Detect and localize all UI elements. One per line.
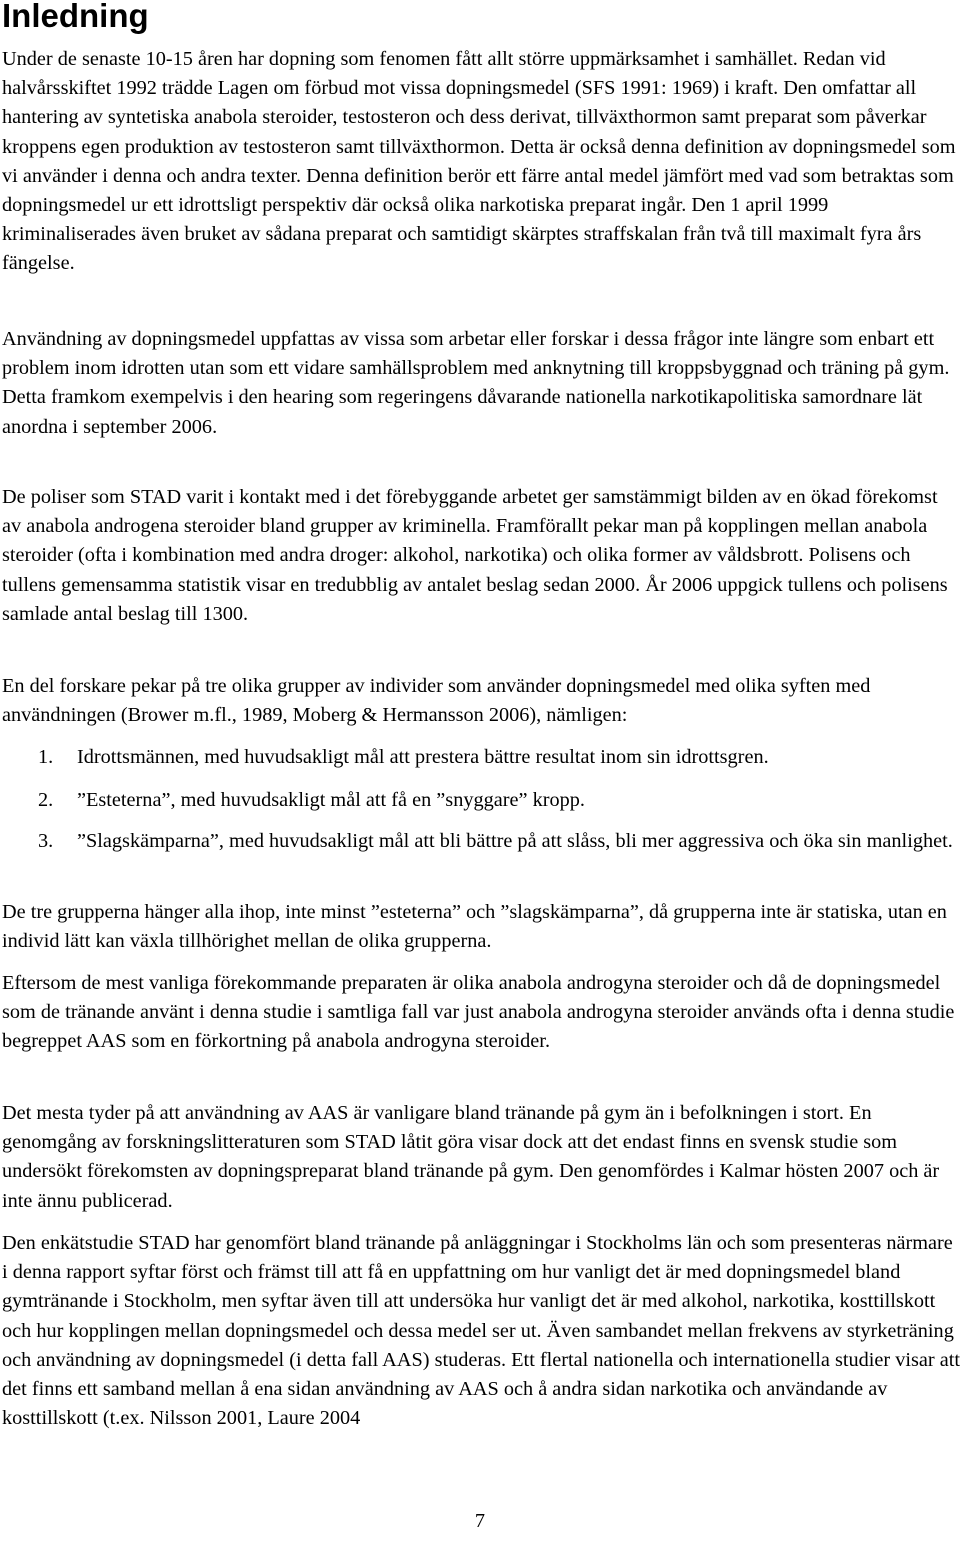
paragraph-police: De poliser som STAD varit i kontakt med i det förebyggande arbetet ger samstämmigt bilden av en ökad förekomst av anabola androgena steroider bland grupper av kriminella. Framförallt pekar man på kopplingen mellan anabola steroider (ofta i kombination med andra droger: alkohol, narkotika) och olika former av våldsbrott. Polisens och tullens gemensamma statistik visar en tredubblig av antalet beslag sedan 2000. År 2006 uppgick tullens och polisens samlade antal beslag till 1300.: [2, 486, 948, 625]
list-item-number: 3.: [38, 830, 54, 852]
paragraph-groups-intro: En del forskare pekar på tre olika grupper av individer som använder dopningsmedel med olika syften med användningen (Brower m.fl., 1989, Moberg & Hermansson 2006), nämligen:: [2, 675, 871, 727]
list-item-number: 2.: [38, 789, 54, 811]
paragraph-survey: Den enkätstudie STAD har genomfört bland tränande på anläggningar i Stockholms län och som presenteras närmare i denna rapport syftar först och främst till att få en uppfattning om hur vanligt det är med dopningsmedel bland gymtränande i Stockholm, men syftar även till att undersöka hur vanligt det är med alkohol, narkotika, kosttillskott och hur kopplingen mellan dopningsmedel och dessa medel ser ut. Även sambandet mellan frekvens av styrketräning och användning av dopningsmedel (i detta fall AAS) studeras. Ett flertal nationella och internationella studier visar att det finns ett samband mellan å ena sidan användning av AAS och å andra sidan narkotika och användande av kosttillskott (t.ex. Nilsson 2001, Laure 2004: [2, 1232, 960, 1430]
list-item: ”Esteterna”, med huvudsakligt mål att få en ”snyggare” kropp.: [77, 789, 585, 811]
page-title: Inledning: [2, 0, 149, 34]
paragraph-usage: Användning av dopningsmedel uppfattas av vissa som arbetar eller forskar i dessa frågor inte längre som enbart ett problem inom idrotten utan som ett vidare samhällsproblem med anknytning till kroppsbyggnad och träning på gym. Detta framkom exempelvis i den hearing som regeringens dåvarande nationella narkotikapolitiska samordnare lät anordna i september 2006.: [2, 328, 950, 438]
paragraph-intro: Under de senaste 10-15 åren har dopning som fenomen fått allt större uppmärksamhet i samhället. Redan vid halvårsskiftet 1992 trädde Lagen om förbud mot vissa dopningsmedel (SFS 1991: 1969) i kraft. Den omfattar all hantering av syntetiska anabola steroider, testosteron och dess derivat, tillväxthormon samt preparat som påverkar kroppens egen produktion av testosteron samt tillväxthormon. Detta är också denna definition av dopningsmedel som vi använder i denna och andra texter. Denna definition berör ett färre antal medel jämfört med vad som betraktas som dopningsmedel ur ett idrottsligt perspektiv där också olika narkotiska preparat ingår. Den 1 april 1999 kriminaliserades även bruket av sådana preparat och samtidigt skärptes straffskalan från två till maximalt fyra års fängelse.: [2, 48, 956, 275]
paragraph-groups-summary: De tre grupperna hänger alla ihop, inte minst ”esteterna” och ”slagskämparna”, då grupperna inte är statiska, utan en individ lätt kan växla tillhörighet mellan de olika grupperna.: [2, 901, 947, 953]
paragraph-gym-prevalence: Det mesta tyder på att användning av AAS är vanligare bland tränande på gym än i befolkningen i stort. En genomgång av forskningslitteraturen som STAD låtit göra visar dock att det endast finns en svensk studie som undersökt förekomsten av dopningspreparat bland tränande på gym. Den genomfördes i Kalmar hösten 2007 och är inte ännu publicerad.: [2, 1102, 940, 1212]
list-item-number: 1.: [38, 746, 54, 768]
page-number: 7: [474, 1510, 486, 1532]
list-item: ”Slagskämparna”, med huvudsakligt mål att bli bättre på att slåss, bli mer aggressiva och öka sin manlighet.: [77, 830, 953, 852]
paragraph-aas-definition: Eftersom de mest vanliga förekommande preparaten är olika anabola androgyna steroider och då de dopningsmedel som de tränande använt i denna studie i samtliga fall var just anabola androgyna steroider används ofta i denna studie begreppet AAS som en förkortning på anabola androgyna steroider.: [2, 972, 955, 1053]
list-item: Idrottsmännen, med huvudsakligt mål att prestera bättre resultat inom sin idrottsgren.: [77, 746, 769, 768]
